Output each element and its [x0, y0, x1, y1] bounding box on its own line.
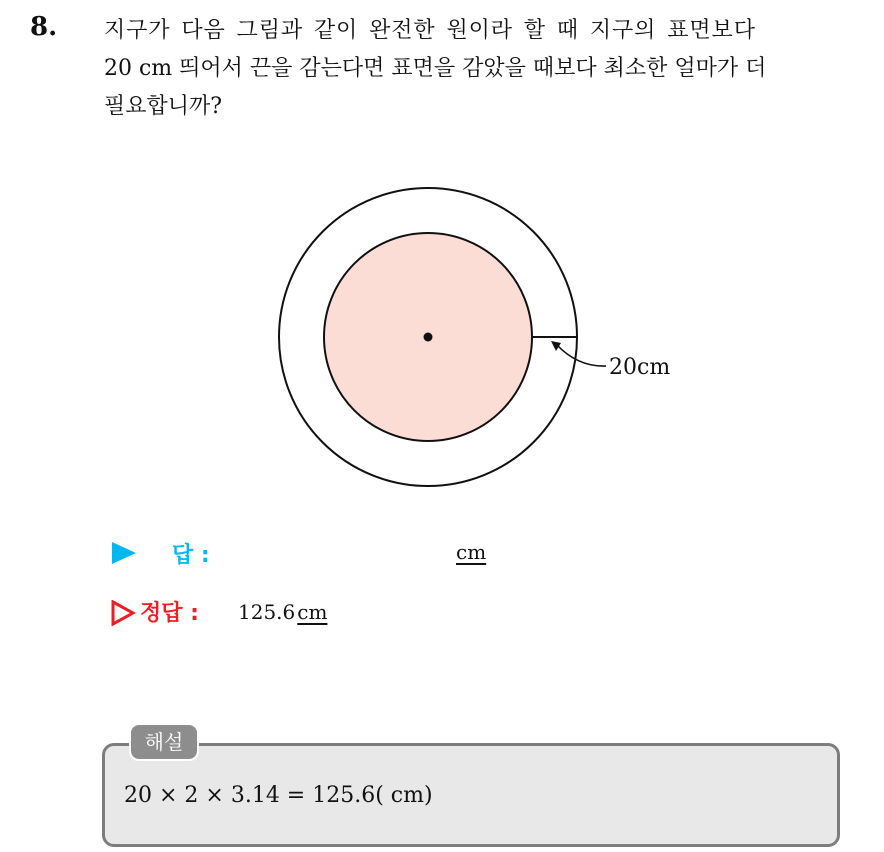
play-triangle-icon: [112, 542, 136, 564]
question-number: 8.: [30, 12, 58, 42]
gap-label: 20cm: [609, 355, 671, 380]
answer-label: 답 :: [172, 543, 210, 568]
correct-answer-row: [108, 596, 528, 630]
question-line-3: 필요합니까?: [104, 94, 223, 119]
question-line-2: 20 cm 띄어서 끈을 감는다면 표면을 감았을 때보다 최소한 얼마가 더: [104, 56, 767, 81]
answer-unit: cm: [456, 540, 487, 564]
earth-circle-diagram: [270, 185, 700, 495]
label-leader-curve: [557, 345, 606, 366]
center-dot: [424, 333, 433, 342]
answer-row: [108, 538, 528, 568]
correct-answer-value-group: [238, 600, 327, 624]
question-text: [104, 12, 864, 126]
correct-answer-unit: cm: [297, 600, 328, 624]
outline-triangle-icon: [110, 600, 136, 626]
leader-arrowhead: [551, 341, 561, 351]
explanation-formula: 20 × 2 × 3.14 = 125.6( cm): [124, 783, 433, 808]
correct-answer-label: 정답 :: [140, 601, 199, 626]
correct-answer-value: 125.6: [238, 600, 296, 624]
question-line-1: 지구가 다음 그림과 같이 완전한 원이라 할 때 지구의 표면보다: [104, 18, 756, 43]
explanation-tab: 해설: [129, 723, 199, 761]
